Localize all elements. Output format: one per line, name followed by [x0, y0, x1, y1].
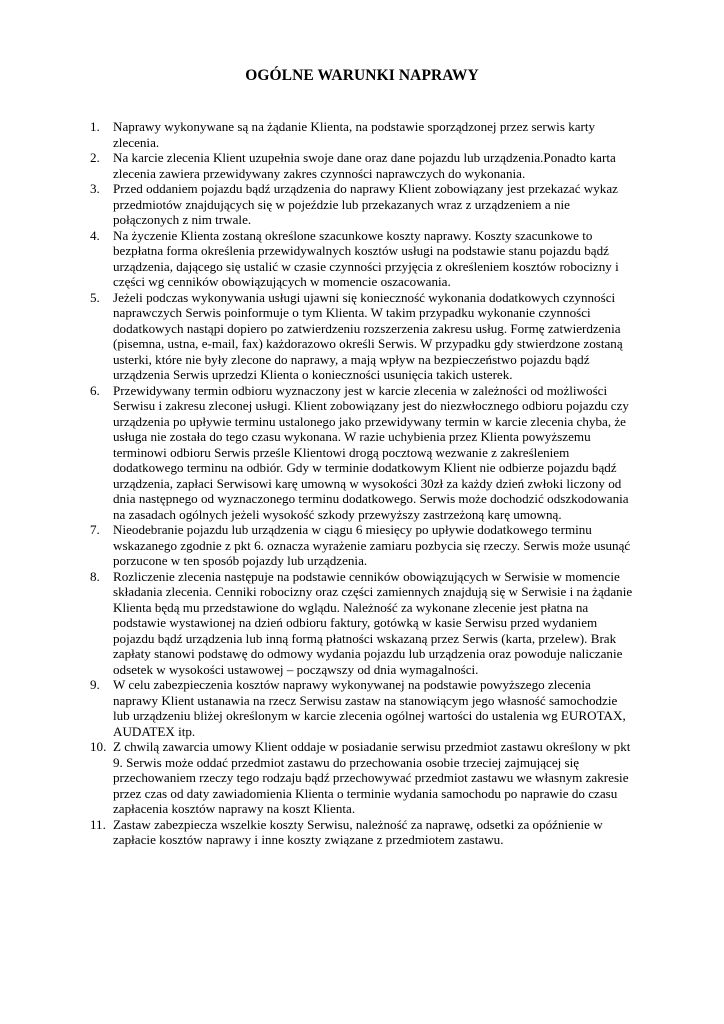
list-item [90, 290, 636, 383]
term-text: W celu zabezpieczenia kosztów naprawy wykonywanej na podstawie powyższego zlecenia naprawy Klient ustanawia na rzecz Serwisu zastaw na stanowiącym jego własność samochodzie lub urządzeniu bliżej określonym w karcie zlecenia ogólnej wartości do ustalenia wg EUROTAX, AUDATEX itp. [113, 677, 626, 739]
term-text: Przed oddaniem pojazdu bądź urządzenia do naprawy Klient zobowiązany jest przekazać wykaz przedmiotów znajdujących się w pojeździe lub przekazanych wraz z urządzeniem a nie połączonych z nim trwale. [113, 181, 618, 227]
list-item [90, 817, 636, 848]
list-item [90, 119, 636, 150]
term-number: 11. [90, 816, 106, 832]
list-item [90, 522, 636, 569]
term-number: 8. [90, 568, 100, 584]
list-item [90, 677, 636, 739]
list-item [90, 569, 636, 678]
term-number: 3. [90, 181, 100, 196]
list-item [90, 228, 636, 290]
list-item [90, 383, 636, 523]
terms-list [90, 119, 636, 848]
term-number: 9. [90, 677, 100, 692]
term-text: Przewidywany termin odbioru wyznaczony jest w karcie zlecenia w zależności od możliwości Serwisu i zakresu zleconej usługi. Klient zobowiązany jest do niezwłocznego odbioru pojazdu czy urządzenia po upływie terminu ustalonego jako przewidywany termin w karcie zlecenia chyba, że usługa nie została do tego czasu wykonana. W razie uchybienia przez Klienta powyższemu terminowi odbioru Serwis prześle Klientowi drogą pocztową wezwanie z zakreśleniem dodatkowego terminu na odbiór. Gdy w terminie dodatkowym Klient nie odbierze pojazdu bądź urządzenia, zapłaci Serwisowi karę umowną w wysokości 30zł za każdy dzień zwłoki liczony od dnia następnego od wyznaczonego terminu dodatkowego. Serwis może dochodzić odszkodowania na zasadach ogólnych jeżeli wysokość szkody przewyższy zastrzeżoną karę umowną. [113, 382, 629, 522]
term-text: Naprawy wykonywane są na żądanie Klienta, na podstawie sporządzonej przez serwis karty zlecenia. [113, 119, 596, 150]
list-item [90, 181, 636, 228]
term-number: 7. [90, 522, 100, 537]
term-number: 5. [90, 289, 100, 305]
term-text: Z chwilą zawarcia umowy Klient oddaje w posiadanie serwisu przedmiot zastawu określony w pkt 9. Serwis może oddać przedmiot zastawu do przechowania osobie trzeciej zajmującej się przechowaniem rzeczy tego rodzaju bądź przechowywać przedmiot zastawu we własnym zakresie przez czas od daty zawiadomienia Klienta o terminie wydania samochodu po naprawie do czasu zapłacenia kosztów naprawy na koszt Klienta. [113, 739, 631, 816]
document-title: OGÓLNE WARUNKI NAPRAWY [245, 67, 479, 84]
term-number: 2. [90, 150, 100, 165]
term-text: Zastaw zabezpiecza wszelkie koszty Serwisu, należność za naprawę, odsetki za opóźnienie w zapłacie kosztów naprawy i inne koszty związane z przedmiotem zastawu. [113, 816, 603, 847]
term-number: 4. [90, 227, 100, 243]
list-item [90, 739, 636, 817]
list-item [90, 150, 636, 181]
term-text: Nieodebranie pojazdu lub urządzenia w ciągu 6 miesięcy po upływie dodatkowego terminu wskazanego zgodnie z pkt 6. oznacza wyrażenie zamiaru pozbycia się rzeczy. Serwis może usunąć porzucone w ten sposób pojazdy lub urządzenia. [113, 522, 631, 568]
term-text: Rozliczenie zlecenia następuje na podstawie cenników obowiązujących w Serwisie w momencie składania zlecenia. Cenniki robocizny oraz części zamiennych znajdują się w Serwisie i na żądanie Klienta będą mu przedstawione do wglądu. Należność za wykonane zlecenie jest płatna na podstawie wystawionej na dzień odbioru faktury, gotówką w kasie Serwisu przed wydaniem pojazdu bądź urządzenia lub inną formą płatności wskazaną przez Serwis (karta, przelew). Brak zapłaty stanowi podstawę do odmowy wydania pojazdu lub urządzenia oraz powoduje naliczanie odsetek w wysokości ustawowej – począwszy od dnia wymagalności. [113, 568, 633, 677]
term-number: 1. [90, 119, 100, 134]
term-text: Na karcie zlecenia Klient uzupełnia swoje dane oraz dane pojazdu lub urządzenia.Ponadto karta zlecenia zawiera przewidywany zakres czynności naprawczych do wykonania. [113, 150, 616, 181]
term-text: Na życzenie Klienta zostaną określone szacunkowe koszty naprawy. Koszty szacunkowe to bezpłatna forma określenia przewidywalnych kosztów usługi na podstawie stanu pojazdu bądź urządzenia, dającego się ustalić w czasie czynności przyjęcia z określeniem kosztów robocizny i części wg cenników obowiązujących w momencie oszacowania. [113, 227, 619, 289]
term-text: Jeżeli podczas wykonywania usługi ujawni się konieczność wykonania dodatkowych czynności naprawczych Serwis poinformuje o tym Klienta. W takim przypadku wykonanie czynności dodatkowych nastąpi dopiero po zatwierdzeniu rozszerzenia zakresu usług. Formę zatwierdzenia (pisemna, ustna, e-mail, fax) każdorazowo określi Serwis. W przypadku gdy stwierdzone zostaną usterki, które nie były zlecone do naprawy, a mają wpływ na bezpieczeństwo pojazdu bądź urządzenia Serwis uprzedzi Klienta o konieczności usunięcia takich usterek. [113, 289, 623, 382]
term-number: 6. [90, 382, 100, 398]
term-number: 10. [90, 739, 107, 754]
